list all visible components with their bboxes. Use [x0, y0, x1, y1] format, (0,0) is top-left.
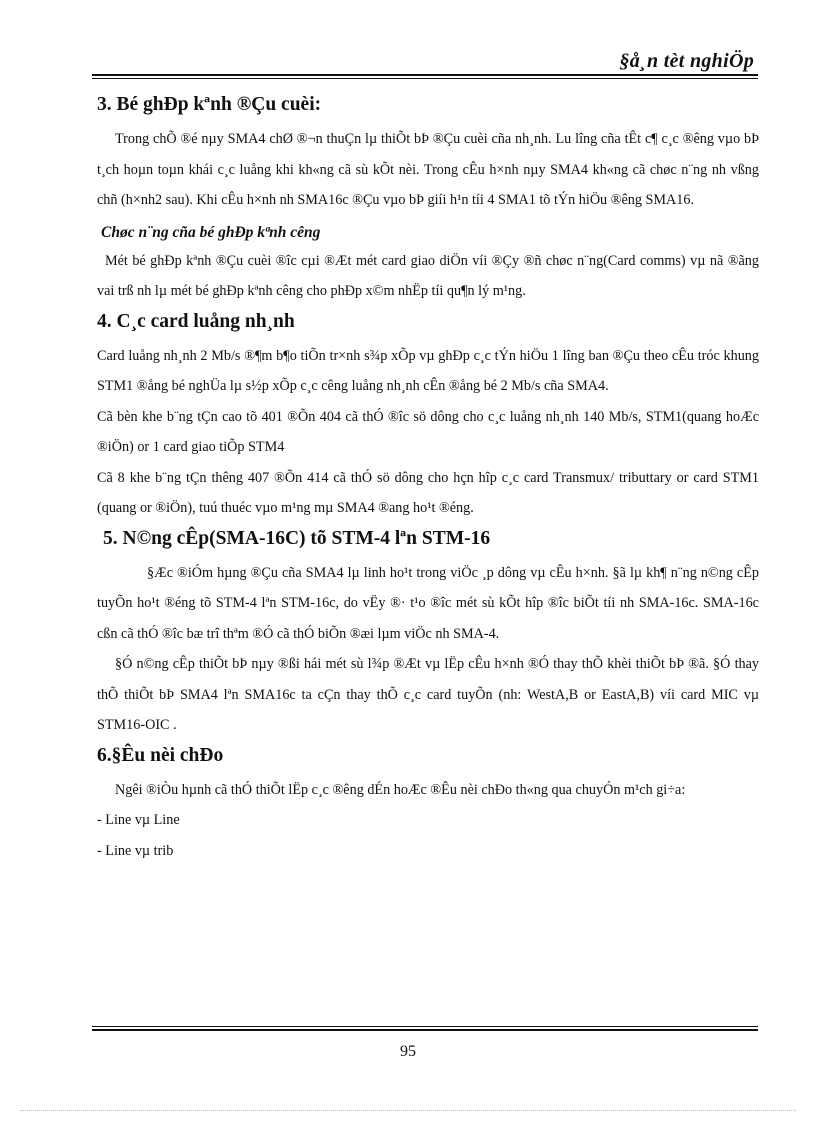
- section-5-heading: 5. N©ng cÊp(SMA-16C) tõ STM-4 lªn STM-16: [103, 527, 491, 549]
- section-6-heading: 6.§Êu nèi chÐo: [97, 744, 224, 766]
- section-6-paragraph-1: Ngêi ®iÒu hµnh cã thÓ thiÕt lËp c¸c ®êng dÉn hoÆc ®Êu nèi chÐo th«ng qua chuyÓn m¹ch gi÷a:: [115, 781, 686, 798]
- header-title: §å¸n tèt nghiÖp: [619, 50, 754, 72]
- section-3-paragraph-2: Mét bé ghÐp kªnh ®Çu cuèi ®îc cµi ®Æt mét card giao diÖn víi ®Çy ®ñ chøc n¨ng(Card comms) vµ nã ®ãng vai trß nh lµ mét bé ghÐp kªnh cêng cho phÐp x©m nhËp tíi qu¶n lý m¹ng.: [97, 252, 759, 299]
- section-4-paragraph-2: Cã bèn khe b¨ng tÇn cao tõ 401 ®Õn 404 cã thÓ ®îc sö dông cho c¸c luång nh¸nh 140 Mb/s, STM1(quang hoÆc ®iÖn) or 1 card giao tiÕp STM4: [97, 408, 759, 455]
- header-rule-thick: [92, 74, 758, 76]
- list-item: - Line vµ Line: [97, 812, 180, 828]
- section-4-heading: 4. C¸c card luång nh¸nh: [97, 310, 295, 332]
- page-bottom-border: [20, 1110, 796, 1111]
- section-4-paragraph-1: Card luång nh¸nh 2 Mb/s ®¶m b¶o tiÕn tr×nh s¾p xÕp vµ ghÐp c¸c tÝn hiÖu 1 lîng ban ®Çu theo cÊu tróc khung STM1 ®ång bé nghÜa lµ s½p xÕp c¸c cêng luång nh¸nh cÊn ®ång bé 2 Mb/s cña SMA4.: [97, 347, 759, 394]
- section-4-paragraph-3: Cã 8 khe b¨ng tÇn thêng 407 ®Õn 414 cã thÓ sö dông cho hçn hîp c¸c card Transmux/ tributtary or card STM1 (quang or ®iÖn), tuú thuéc vµo m¹ng mµ SMA4 ®ang ho¹t ®éng.: [97, 469, 759, 516]
- list-item: - Line vµ trib: [97, 842, 174, 859]
- footer-rule-thin: [92, 1026, 758, 1027]
- header-rule-thin: [92, 78, 758, 79]
- footer-rule-thick: [92, 1029, 758, 1031]
- page-number: 95: [400, 1043, 416, 1060]
- section-5-paragraph-1: §Æc ®iÓm hµng ®Çu cña SMA4 lµ linh ho¹t trong viÖc ¸p dông vµ cÊu h×nh. §ã lµ kh¶ n¨ng n©ng cÊp tuyÕn ho¹t ®éng tõ STM-4 lªn STM-16c, do vËy ®· t¹o ®îc mét sù kÕt hîp ®îc biÕt tíi nh SMA-16c. SMA-16c cßn cã thÓ ®îc bæ trî thªm ®Ó cã thÓ biÕn ®æi lµm viÖc nh SMA-4.: [97, 564, 759, 642]
- section-3-paragraph-1: Trong chÕ ®é nµy SMA4 chØ ®¬n thuÇn lµ thiÕt bÞ ®Çu cuèi cña nh¸nh. Lu lîng cña tÊt c¶ c¸c ®êng vµo bÞ t¸ch hoµn toµn khái c¸c luång khi kh«ng cã sù kÕt nèi. Trong cÊu h×nh nµy SMA4 kh«ng cã chøc n¨ng nh vßng chñ (h×nh2 sau). Khi cÊu h×nh nh SMA16c ®Çu vµo bÞ giíi h¹n tíi 4 SMA1 tõ tÝn hiÖu ®êng SMA16.: [97, 131, 759, 208]
- section-3-subheading: Chøc n¨ng cña bé ghÐp kªnh cêng: [101, 223, 321, 241]
- section-3-heading: 3. Bé ghÐp kªnh ®Çu cuèi:: [97, 94, 322, 115]
- document-body: [97, 92, 759, 866]
- section-5-paragraph-2: §Ó n©ng cÊp thiÕt bÞ nµy ®ßi hái mét sù l¾p ®Æt vµ lËp cÊu h×nh ®Ó thay thÕ khèi thiÕt bÞ ®ã. §Ó thay thÕ thiÕt bÞ SMA4 lªn SMA16c ta cÇn thay thÕ c¸c card tuyÕn (nh: WestA,B or EastA,B) víi card MIC vµ STM16-OIC .: [97, 656, 759, 733]
